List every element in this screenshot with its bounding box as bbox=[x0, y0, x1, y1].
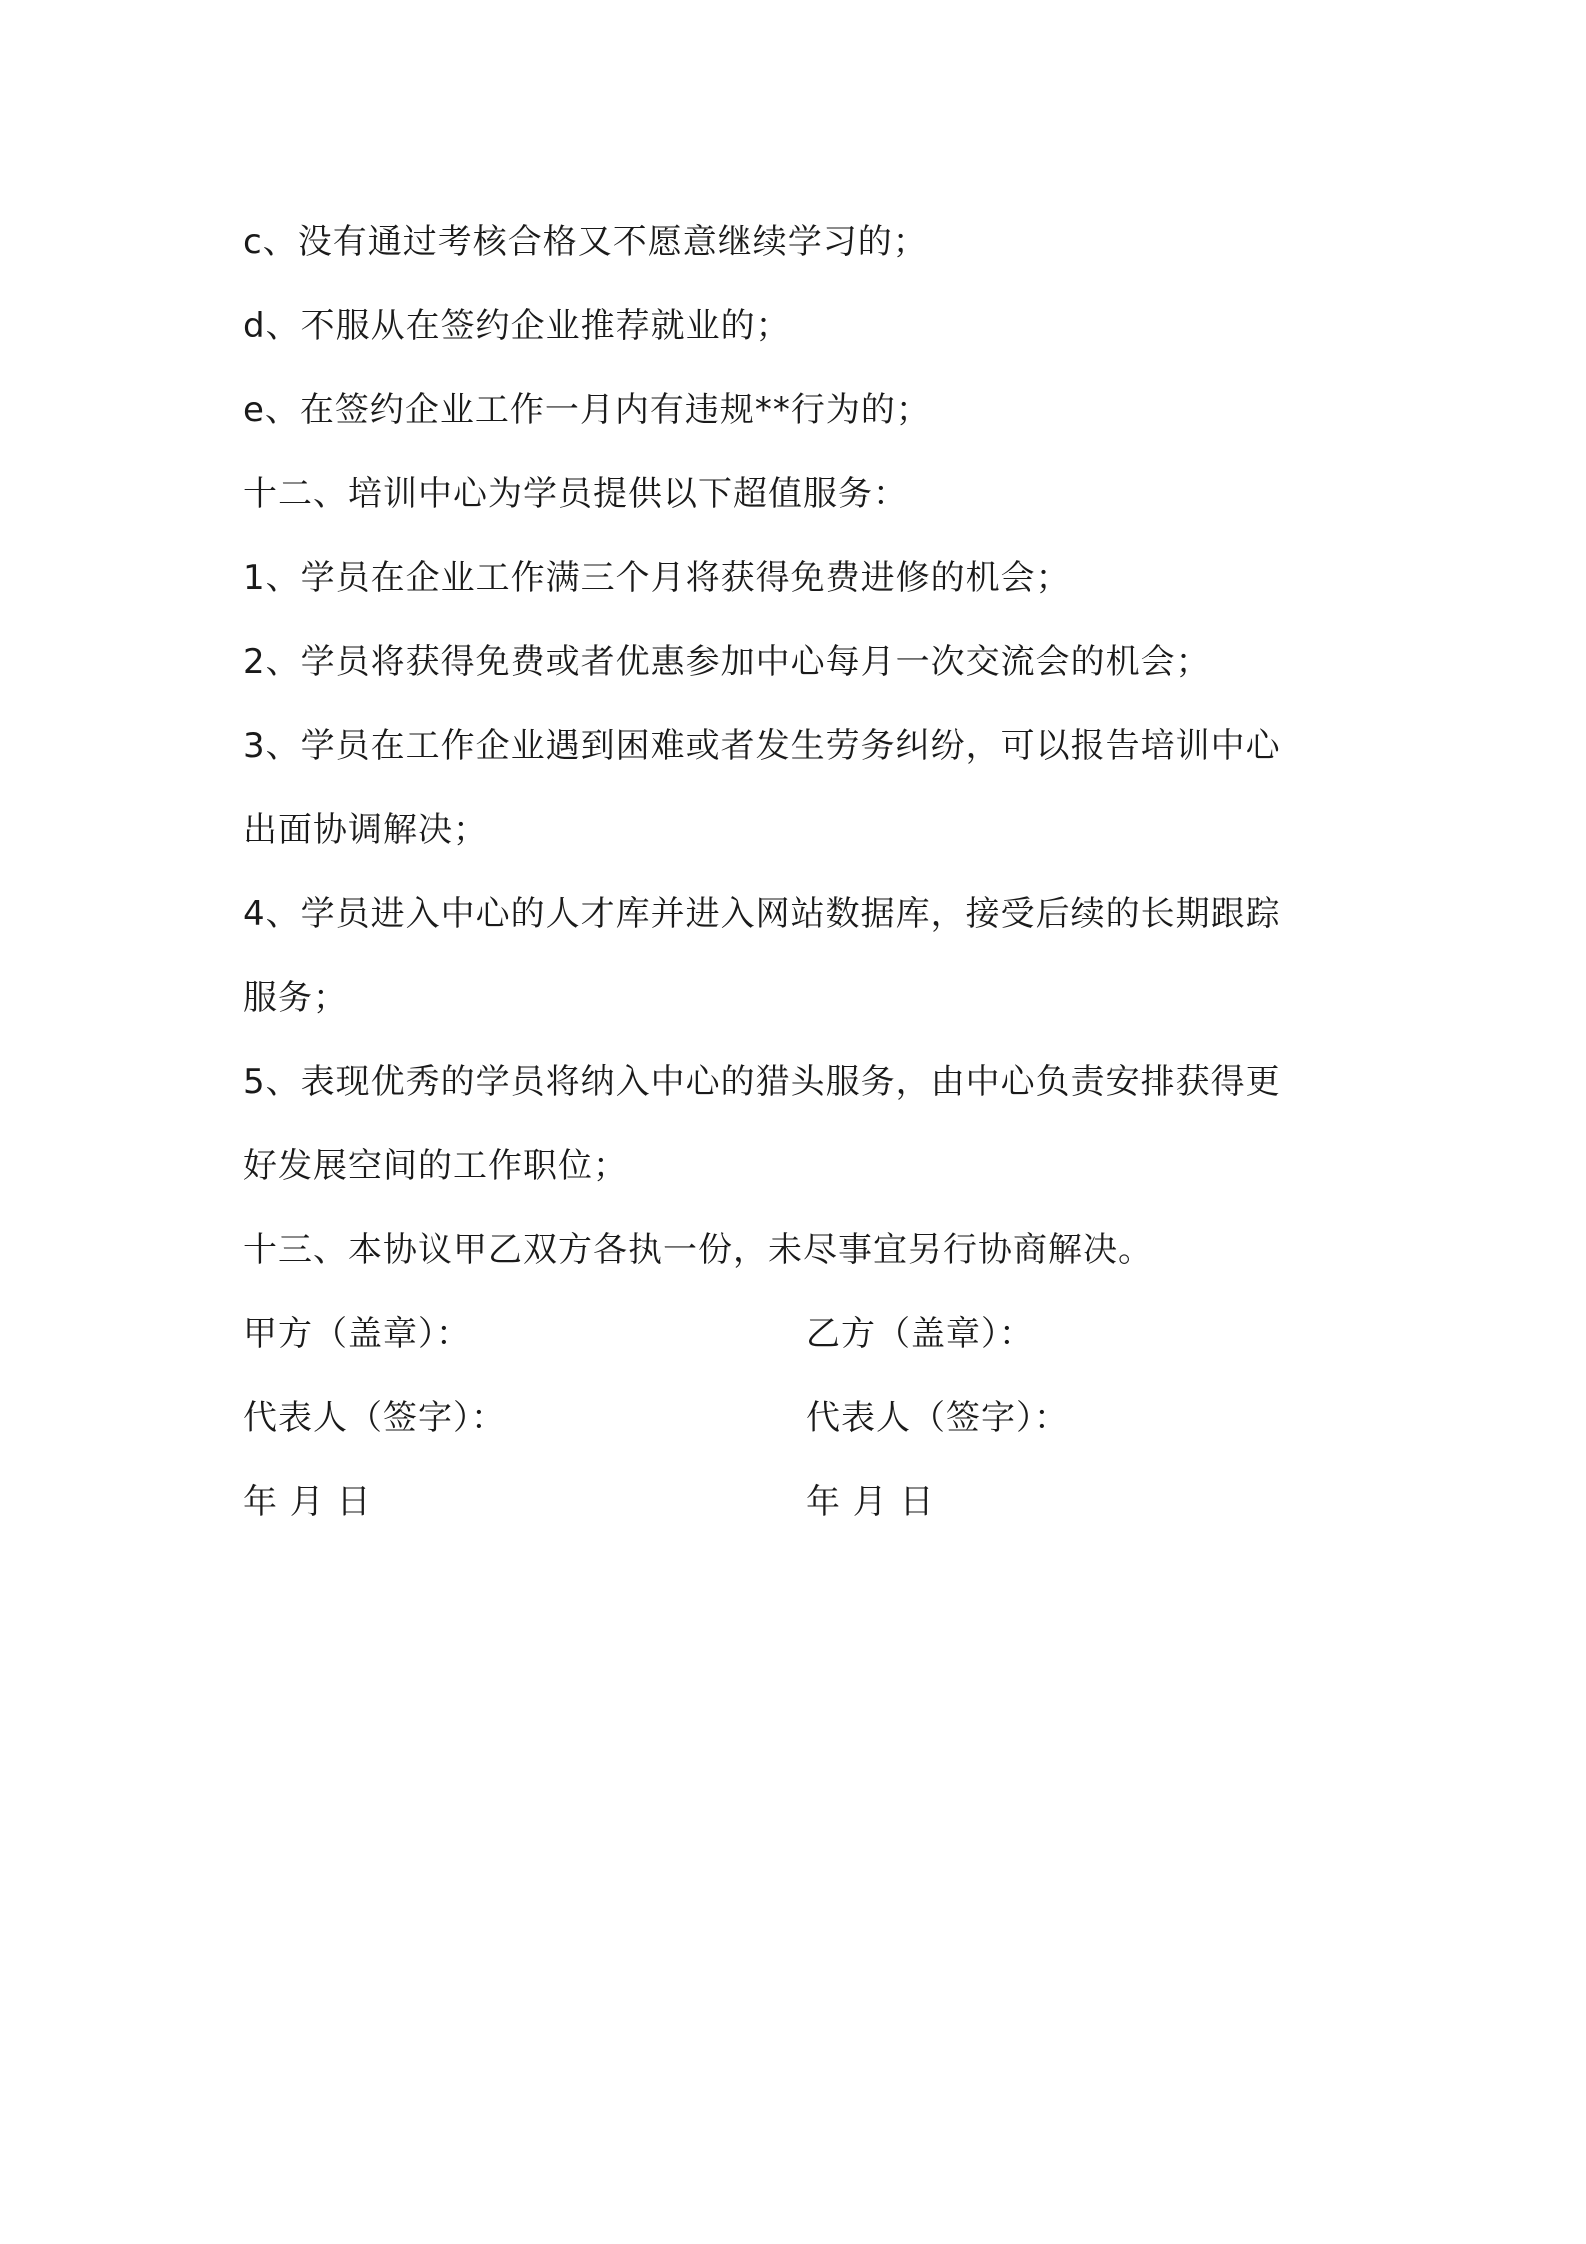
party-a-seal-label: 甲方（盖章）： bbox=[243, 1314, 471, 1354]
service-item-5: 5、表现优秀的学员将纳入中心的猎头服务，由中心负责安排获得更 bbox=[243, 1062, 1281, 1102]
party-a-rep-label: 代表人（签字）： bbox=[243, 1398, 506, 1438]
service-item-5-cont: 好发展空间的工作职位； bbox=[243, 1146, 628, 1186]
signature-date-row bbox=[243, 1460, 1363, 1544]
service-item-2: 2、学员将获得免费或者优惠参加中心每月一次交流会的机会； bbox=[243, 642, 1211, 682]
clause-e: e、在签约企业工作一月内有违规**行为的； bbox=[243, 390, 931, 430]
section-13: 十三、本协议甲乙双方各执一份，未尽事宜另行协商解决。 bbox=[243, 1230, 1153, 1270]
clause-d: d、不服从在签约企业推荐就业的； bbox=[243, 306, 791, 346]
document-body bbox=[243, 200, 1363, 1544]
clause-c: c、没有通过考核合格又不愿意继续学习的； bbox=[243, 222, 928, 262]
service-item-1: 1、学员在企业工作满三个月将获得免费进修的机会； bbox=[243, 558, 1071, 598]
party-a-date-label: 年 月 日 bbox=[243, 1482, 372, 1522]
section-12-heading: 十二、培训中心为学员提供以下超值服务： bbox=[243, 474, 908, 514]
service-item-3: 3、学员在工作企业遇到困难或者发生劳务纠纷，可以报告培训中心 bbox=[243, 726, 1281, 766]
party-b-date-label: 年 月 日 bbox=[806, 1482, 935, 1522]
party-b-rep-label: 代表人（签字）： bbox=[806, 1398, 1069, 1438]
service-item-4: 4、学员进入中心的人才库并进入网站数据库，接受后续的长期跟踪 bbox=[243, 894, 1281, 934]
party-b-seal-label: 乙方（盖章）： bbox=[806, 1314, 1034, 1354]
signature-seal-row bbox=[243, 1292, 1363, 1376]
service-item-3-cont: 出面协调解决； bbox=[243, 810, 488, 850]
service-item-4-cont: 服务； bbox=[243, 978, 348, 1018]
signature-rep-row bbox=[243, 1376, 1363, 1460]
